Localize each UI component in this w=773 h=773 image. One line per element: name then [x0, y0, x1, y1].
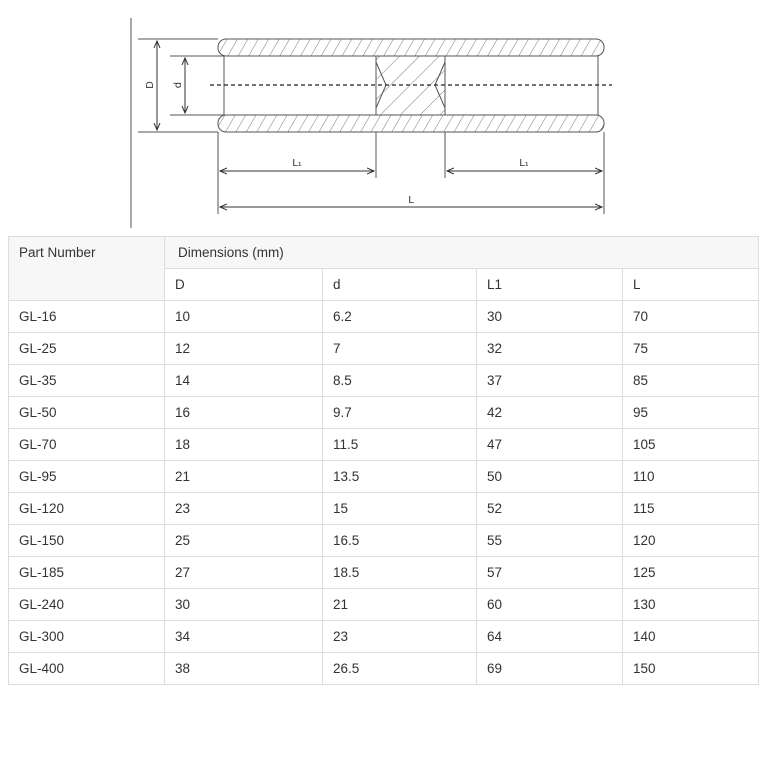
cell-part-number: GL-16 [9, 301, 165, 333]
cell-D: 12 [165, 333, 323, 365]
cell-D: 34 [165, 621, 323, 653]
table-row [9, 301, 759, 333]
cell-L: 85 [623, 365, 759, 397]
cell-L1: 60 [477, 589, 623, 621]
cell-L1: 55 [477, 525, 623, 557]
cell-d: 8.5 [323, 365, 477, 397]
cell-L: 115 [623, 493, 759, 525]
cell-part-number: GL-25 [9, 333, 165, 365]
cell-part-number: GL-35 [9, 365, 165, 397]
cell-L: 95 [623, 397, 759, 429]
cell-L: 150 [623, 653, 759, 685]
header-row [9, 237, 759, 269]
cell-L: 105 [623, 429, 759, 461]
table-row [9, 333, 759, 365]
cell-L: 140 [623, 621, 759, 653]
bottom-wall [218, 115, 604, 132]
table-row [9, 525, 759, 557]
table-row [9, 621, 759, 653]
cell-L: 125 [623, 557, 759, 589]
table-row [9, 429, 759, 461]
table-row [9, 397, 759, 429]
cell-D: 25 [165, 525, 323, 557]
cell-d: 16.5 [323, 525, 477, 557]
cell-part-number: GL-400 [9, 653, 165, 685]
cell-D: 21 [165, 461, 323, 493]
cell-D: 38 [165, 653, 323, 685]
cell-D: 16 [165, 397, 323, 429]
cell-L1: 32 [477, 333, 623, 365]
cell-L1: 37 [477, 365, 623, 397]
cell-d: 26.5 [323, 653, 477, 685]
cell-part-number: GL-150 [9, 525, 165, 557]
column-header-d: d [323, 269, 477, 301]
cell-L: 75 [623, 333, 759, 365]
cell-L1: 42 [477, 397, 623, 429]
cell-part-number: GL-70 [9, 429, 165, 461]
cell-part-number: GL-120 [9, 493, 165, 525]
dim-d-label: d [173, 81, 184, 89]
cell-L: 120 [623, 525, 759, 557]
table-row [9, 557, 759, 589]
table-row [9, 589, 759, 621]
dim-L-label: L [408, 195, 414, 206]
cell-L: 110 [623, 461, 759, 493]
dim-L1-right-label: L₁ [519, 158, 529, 169]
dim-L1-left-label: L₁ [292, 158, 302, 169]
cell-part-number: GL-300 [9, 621, 165, 653]
cell-part-number: GL-50 [9, 397, 165, 429]
column-header-L: L [623, 269, 759, 301]
cell-D: 23 [165, 493, 323, 525]
table-row [9, 493, 759, 525]
table-row [9, 461, 759, 493]
cell-L1: 69 [477, 653, 623, 685]
cell-L1: 57 [477, 557, 623, 589]
cell-d: 21 [323, 589, 477, 621]
cell-D: 10 [165, 301, 323, 333]
table-row [9, 365, 759, 397]
cell-d: 18.5 [323, 557, 477, 589]
cell-L1: 64 [477, 621, 623, 653]
cell-d: 11.5 [323, 429, 477, 461]
cell-D: 27 [165, 557, 323, 589]
cell-L1: 30 [477, 301, 623, 333]
column-header-D: D [165, 269, 323, 301]
dimensions-table [8, 236, 759, 685]
table-body [9, 301, 759, 685]
cell-d: 9.7 [323, 397, 477, 429]
cell-d: 15 [323, 493, 477, 525]
header-dimensions: Dimensions (mm) [165, 237, 759, 269]
cell-D: 14 [165, 365, 323, 397]
cell-D: 30 [165, 589, 323, 621]
cell-part-number: GL-240 [9, 589, 165, 621]
top-wall [218, 39, 604, 56]
cell-L1: 47 [477, 429, 623, 461]
cell-L1: 52 [477, 493, 623, 525]
cell-part-number: GL-95 [9, 461, 165, 493]
cell-L: 130 [623, 589, 759, 621]
cell-L1: 50 [477, 461, 623, 493]
cell-d: 6.2 [323, 301, 477, 333]
cell-d: 23 [323, 621, 477, 653]
dim-D-label: D [145, 81, 156, 89]
column-header-L1: L1 [477, 269, 623, 301]
cell-part-number: GL-185 [9, 557, 165, 589]
table-row [9, 653, 759, 685]
connector-drawing [0, 0, 773, 232]
cell-D: 18 [165, 429, 323, 461]
cell-d: 7 [323, 333, 477, 365]
cell-d: 13.5 [323, 461, 477, 493]
cell-L: 70 [623, 301, 759, 333]
header-part-number: Part Number [9, 237, 165, 301]
